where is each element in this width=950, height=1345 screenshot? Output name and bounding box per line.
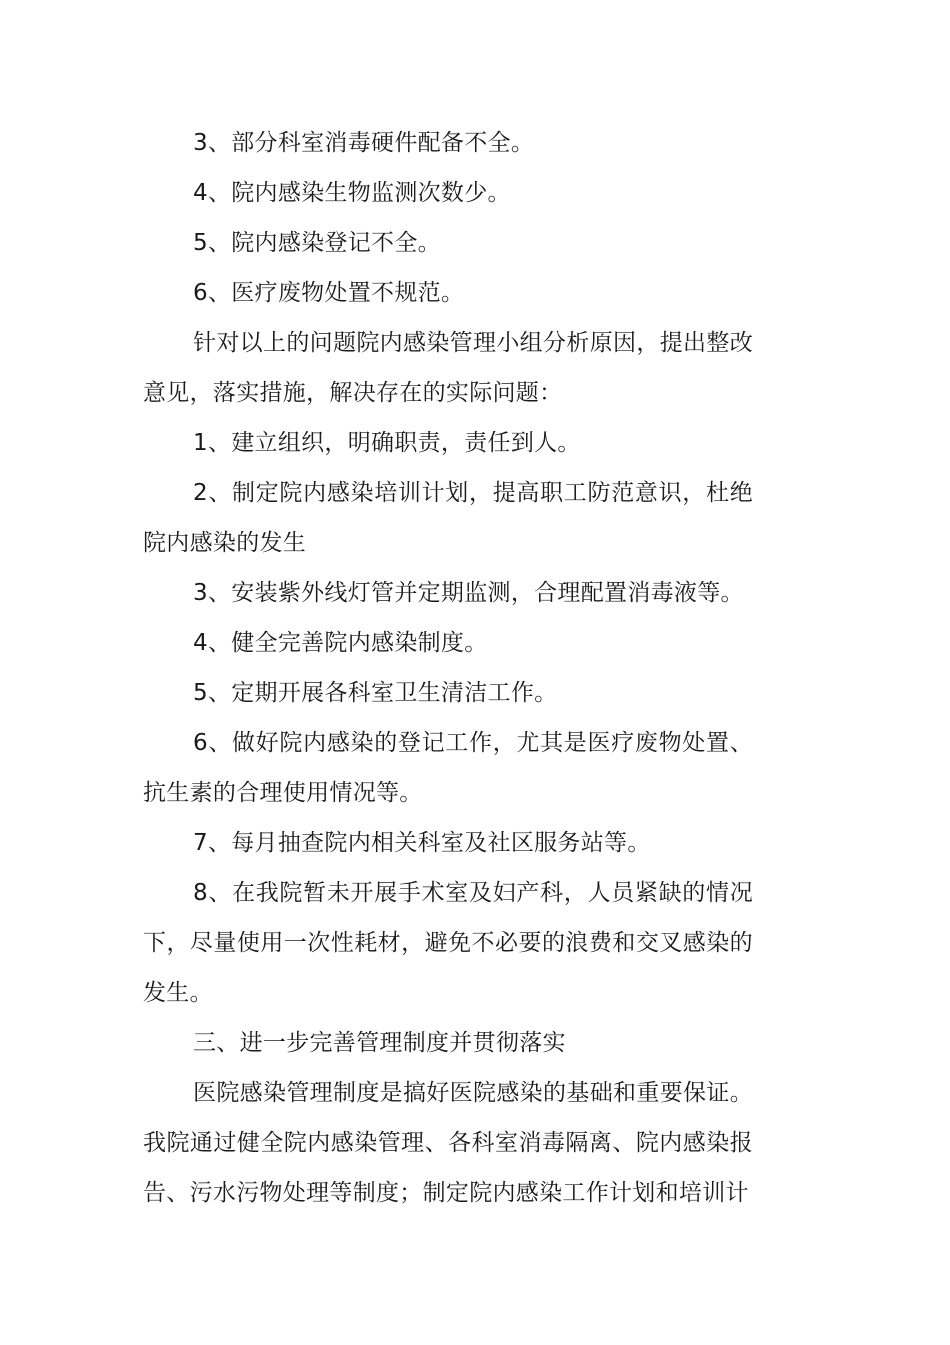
measure-item-1: 1、建立组织，明确职责，责任到人。 [193, 430, 581, 456]
measure-item-4: 4、健全完善院内感染制度。 [193, 630, 488, 656]
list-item-6-medical-waste: 6、医疗废物处置不规范。 [193, 280, 465, 306]
management-system-paragraph: 医院感染管理制度是搞好医院感染的基础和重要保证。我院通过健全院内感染管理、各科室消毒隔离、院内感染报告、污水污物处理等制度；制定院内感染工作计划和培训计 [143, 1080, 753, 1206]
measure-item-2: 2、制定院内感染培训计划，提高职工防范意识，杜绝院内感染的发生 [143, 480, 753, 556]
measure-item-7: 7、每月抽查院内相关科室及社区服务站等。 [193, 830, 651, 856]
document-body [143, 118, 753, 1218]
list-item-4-biological-monitoring: 4、院内感染生物监测次数少。 [193, 180, 511, 206]
section-heading-3: 三、进一步完善管理制度并贯彻落实 [193, 1030, 566, 1056]
measure-item-8: 8、在我院暂未开展手术室及妇产科，人员紧缺的情况下，尽量使用一次性耗材，避免不必要的浪费和交叉感染的发生。 [143, 880, 753, 1006]
list-item-5-registration: 5、院内感染登记不全。 [193, 230, 441, 256]
measure-item-6: 6、做好院内感染的登记工作，尤其是医疗废物处置、抗生素的合理使用情况等。 [143, 730, 753, 806]
list-item-3-disinfection-hardware: 3、部分科室消毒硬件配备不全。 [193, 130, 535, 156]
analysis-paragraph: 针对以上的问题院内感染管理小组分析原因，提出整改意见，落实措施，解决存在的实际问题： [143, 330, 753, 406]
measure-item-3: 3、安装紫外线灯管并定期监测，合理配置消毒液等。 [193, 580, 744, 606]
measure-item-5: 5、定期开展各科室卫生清洁工作。 [193, 680, 558, 706]
